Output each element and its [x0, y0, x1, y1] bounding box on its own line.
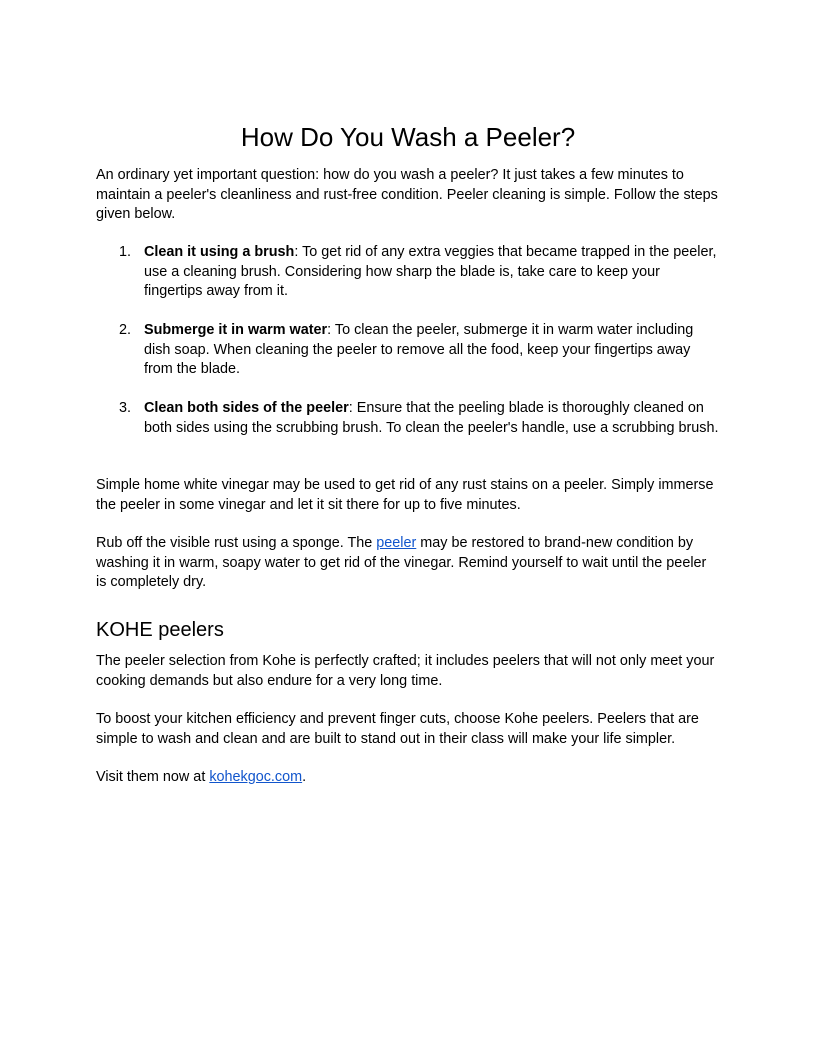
- step-text: : To get rid of any extra veggies that became trapped in the peeler, use a cleaning brush. Considering how sharp the blade is, take care to keep your fingertips away from it.: [144, 244, 717, 299]
- list-item: [96, 321, 720, 380]
- list-item: [96, 243, 720, 302]
- rust-text-before-link: Rub off the visible rust using a sponge. The: [96, 535, 377, 551]
- kohe-paragraph-2: To boost your kitchen efficiency and prevent finger cuts, choose Kohe peelers. Peelers that are simple to wash and clean and are built to stand out in their class will make your life simpler.: [96, 711, 699, 747]
- list-number: 3.: [119, 400, 132, 416]
- kohe-heading: KOHE peelers: [96, 619, 224, 641]
- peeler-link[interactable]: peeler: [376, 535, 417, 551]
- vinegar-paragraph: Simple home white vinegar may be used to get rid of any rust stains on a peeler. Simply immerse the peeler in some vinegar and let it sit there for up to five minutes.: [96, 477, 714, 513]
- step-heading: Submerge it in warm water: [144, 322, 328, 338]
- kohe-website-link[interactable]: kohekgoc.com: [209, 769, 303, 785]
- step-heading: Clean both sides of the peeler: [144, 400, 349, 416]
- rust-text-after-link: may be restored to brand-new condition by washing it in warm, soapy water to get rid of the vinegar. Remind yourself to wait until the peeler is completely dry.: [96, 535, 707, 590]
- list-number: 1.: [119, 244, 132, 260]
- visit-paragraph: [96, 768, 720, 788]
- steps-list: [96, 243, 720, 458]
- step-heading: Clean it using a brush: [144, 244, 295, 260]
- page-title: How Do You Wash a Peeler?: [240, 122, 576, 152]
- visit-text-before-link: Visit them now at: [96, 769, 210, 785]
- list-number: 2.: [119, 322, 132, 338]
- rust-paragraph: [96, 534, 720, 593]
- step-text: : Ensure that the peeling blade is thoroughly cleaned on both sides using the scrubbing brush. To clean the peeler's handle, use a scrubbing brush.: [144, 400, 719, 436]
- visit-text-after-link: .: [302, 769, 307, 785]
- kohe-paragraph-1: The peeler selection from Kohe is perfectly crafted; it includes peelers that will not only meet your cooking demands but also endure for a very long time.: [96, 653, 715, 689]
- list-item: [96, 399, 720, 438]
- intro-paragraph: An ordinary yet important question: how do you wash a peeler? It just takes a few minutes to maintain a peeler's cleanliness and rust-free condition. Peeler cleaning is simple. Follow the steps given below.: [96, 167, 718, 222]
- step-text: : To clean the peeler, submerge it in warm water including dish soap. When cleaning the peeler to remove all the food, keep your fingertips away from the blade.: [144, 322, 694, 377]
